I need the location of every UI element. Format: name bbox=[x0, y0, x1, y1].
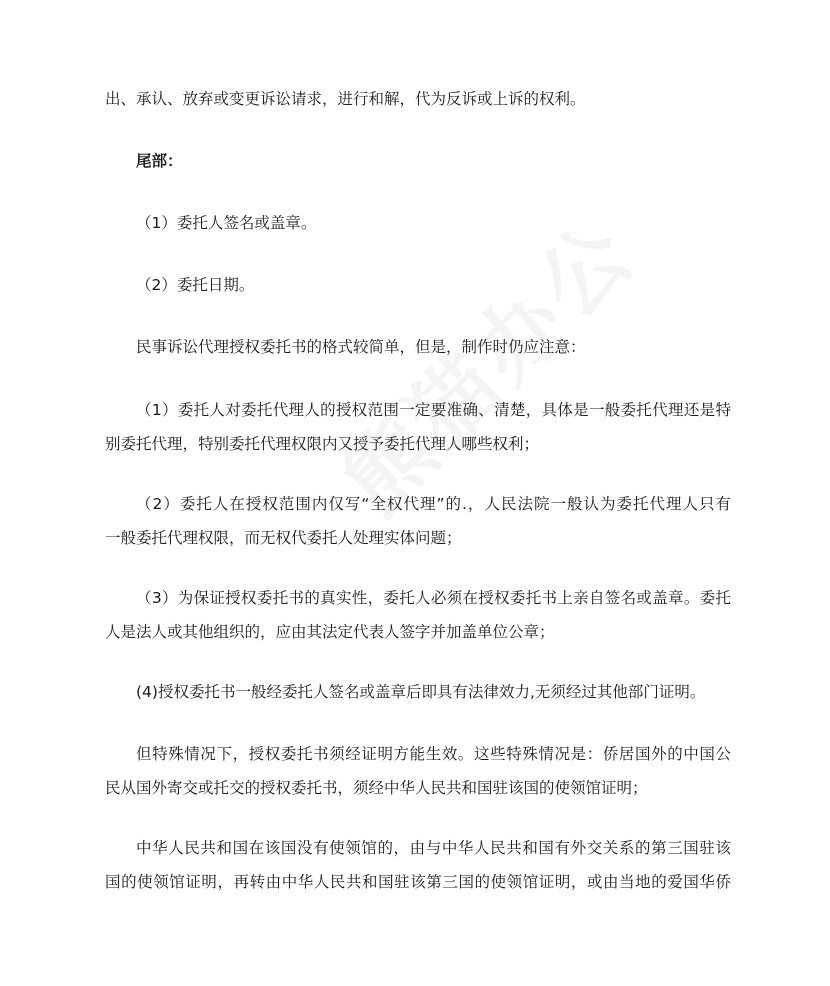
third-country-line-2: 国的使领馆证明，再转由中华人民共和国驻该第三国的使领馆证明，或由当地的爱国华侨 bbox=[105, 873, 731, 891]
list-item-signature: （1）委托人签名或盖章。 bbox=[136, 214, 317, 232]
note-item-1-line-1: （1）委托人对委托代理人的授权范围一定要准确、清楚，具体是一般委托代理还是特 bbox=[136, 401, 731, 419]
paragraph-special-cases bbox=[105, 737, 731, 805]
note-item-3 bbox=[105, 581, 731, 649]
paragraph-continuation: 出、承认、放弃或变更诉讼请求，进行和解，代为反诉或上诉的权利。 bbox=[105, 90, 586, 108]
list-item-date: （2）委托日期。 bbox=[136, 276, 255, 294]
note-item-3-line-1: （3）为保证授权委托书的真实性，委托人必须在授权委托书上亲自签名或盖章。委托 bbox=[136, 589, 731, 607]
paragraph-notes-intro: 民事诉讼代理授权委托书的格式较简单，但是，制作时仍应注意： bbox=[136, 338, 586, 356]
special-cases-line-1: 但特殊情况下，授权委托书须经证明方能生效。这些特殊情况是：侨居国外的中国公 bbox=[136, 745, 731, 763]
note-item-2 bbox=[105, 487, 731, 555]
note-item-3-line-2: 人是法人或其他组织的，应由其法定代表人签字并加盖单位公章； bbox=[105, 623, 555, 641]
note-item-1-line-2: 别委托代理，特别委托代理权限内又授予委托代理人哪些权利； bbox=[105, 435, 540, 453]
note-item-1 bbox=[105, 393, 731, 461]
section-heading-tail: 尾部： bbox=[136, 152, 183, 170]
special-cases-line-2: 民从国外寄交或托交的授权委托书，须经中华人民共和国驻该国的使领馆证明； bbox=[105, 779, 648, 797]
note-item-4: (4)授权委托书一般经委托人签名或盖章后即具有法律效力,无须经过其他部门证明。 bbox=[136, 683, 706, 701]
paragraph-third-country bbox=[105, 831, 731, 899]
note-item-2-line-1: （2）委托人在授权范围内仅写“全权代理”的.，人民法院一般认为委托代理人只有 bbox=[136, 495, 731, 513]
third-country-line-1: 中华人民共和国在该国没有使领馆的，由与中华人民共和国有外交关系的第三国驻该 bbox=[136, 839, 731, 857]
note-item-2-line-2: 一般委托代理权限，而无权代委托人处理实体问题； bbox=[105, 529, 462, 547]
